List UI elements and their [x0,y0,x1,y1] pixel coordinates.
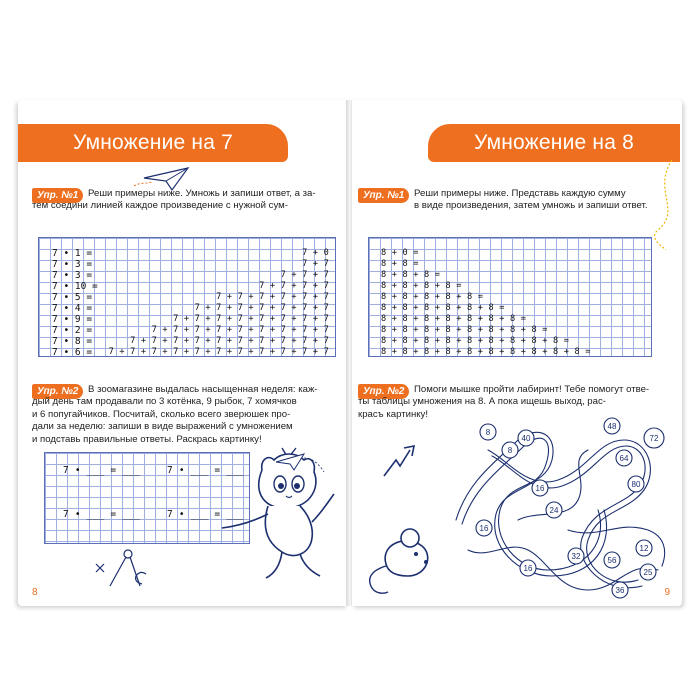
maze-number: 32 [571,552,581,561]
right-page [352,100,682,606]
sum-row: 7 + 7 + 7 + 7 + 7 + 7 [216,292,329,302]
maze-number: 24 [549,506,559,515]
right-page-title: Умножение на 8 [428,124,680,162]
blank-expression[interactable]: 7 • ___ = ___ [167,465,244,476]
left-ex1-label: Упр. №1 [32,188,83,203]
maze-number: 64 [619,454,629,463]
sum-row: 8 + 0 = [381,248,419,258]
sum-row: 7 + 7 + 7 + 7 + 7 + 7 + 7 + 7 + 7 + 7 + 7 [108,347,329,357]
right-ex1-grid [368,237,652,357]
sum-row: 7 + 7 + 7 + 7 + 7 + 7 + 7 + 7 + 7 [151,325,329,335]
right-ex2-text: Помоги мышке пройти лабиринт! Тебе помогут отве- ты таблицы умножения на 8. А пока ищешь выход, рас- красъ картинку! [358,384,650,420]
maze-number: 56 [607,556,617,565]
sum-row: 8 + 8 + 8 = [381,270,441,280]
sum-row: 7 + 7 + 7 + 7 + 7 + 7 + 7 + 7 + 7 + 7 [130,336,329,346]
blank-expression[interactable]: 7 • ___ = ___ [167,509,244,520]
right-ex1-label: Упр. №1 [358,188,409,203]
blank-expression[interactable]: 7 • ___ = ___ [63,509,140,520]
sum-row: 8 + 8 + 8 + 8 + 8 = [381,292,484,302]
sum-row: 7 + 0 [302,248,329,258]
left-page-title: Умножение на 7 [18,124,288,162]
maze-number: 36 [615,586,625,595]
compass-icon [94,546,154,594]
sum-row: 8 + 8 + 8 + 8 + 8 + 8 + 8 + 8 = [381,325,548,335]
right-ex1-text: Реши примеры ниже. Представь каждую сумму в виде произведения, затем умножь и запиши ответ. [414,188,648,212]
product-row: 7 • 3 = [52,259,93,270]
maze-number: 25 [643,568,653,577]
product-row: 7 • 2 = [52,325,93,336]
product-row: 7 • 5 = [52,292,93,303]
left-ex2-grid [44,452,250,544]
maze-number: 16 [535,484,545,493]
paper-plane-icon [274,452,314,472]
mouse-illustration [362,514,442,594]
sum-row: 8 + 8 + 8 + 8 + 8 + 8 + 8 + 8 + 8 = [381,336,570,346]
sum-row: 7 + 7 + 7 [280,270,329,280]
sum-row: 8 + 8 + 8 + 8 = [381,281,462,291]
sum-row: 7 + 7 + 7 + 7 [259,281,329,291]
left-ex2-text: В зоомагазине выдалась насыщенная неделя: каж- дый день там продавали по 3 котёнка, 9 рыбок, 7 хомячков и 6 попугайчиков. Посчитай, сколько всего зверюшек про- дали за неделю: запиши в виде выражений с умножением и подставь правильные ответы. Раскрась картинку! [32,384,318,445]
book-spread [18,100,682,610]
maze-number: 12 [639,544,649,553]
arrow-icon [380,440,420,480]
maze-illustration [448,420,678,600]
left-ex1-grid [38,237,336,357]
right-page-number: 9 [664,587,670,598]
maze-number: 40 [521,434,531,443]
maze-number: 8 [507,446,513,455]
maze-number: 16 [479,524,489,533]
maze-number: 80 [631,480,641,489]
product-row: 7 • 1 = [52,248,93,259]
product-row: 7 • 10 = [52,281,98,292]
product-row: 7 • 9 = [52,314,93,325]
sum-row: 8 + 8 = [381,259,419,269]
product-row: 7 • 4 = [52,303,93,314]
right-ex2-label: Упр. №2 [358,384,409,399]
product-row: 7 • 6 = [52,347,93,358]
sum-row: 8 + 8 + 8 + 8 + 8 + 8 + 8 = [381,314,527,324]
product-row: 7 • 3 = [52,270,93,281]
maze-number: 48 [607,422,617,431]
sum-row: 7 + 7 [302,259,329,269]
maze-number: 16 [523,564,533,573]
sum-row: 8 + 8 + 8 + 8 + 8 + 8 = [381,303,505,313]
left-ex2-label: Упр. №2 [32,384,83,399]
product-row: 7 • 8 = [52,336,93,347]
sum-row: 7 + 7 + 7 + 7 + 7 + 7 + 7 [194,303,329,313]
left-page [18,100,348,606]
blank-expression[interactable]: 7 • ___ = ___ [63,465,140,476]
left-page-number: 8 [32,587,38,598]
maze-number: 8 [485,428,491,437]
sum-row: 7 + 7 + 7 + 7 + 7 + 7 + 7 + 7 [173,314,329,324]
sum-row: 8 + 8 + 8 + 8 + 8 + 8 + 8 + 8 + 8 + 8 = [381,347,591,357]
left-ex1-text: Реши примеры ниже. Умножь и запиши ответ, а за- тем соедини линией каждое произведение с нужной сум- [32,188,316,212]
maze-number: 72 [649,434,659,443]
maze-number-labels [476,418,664,598]
